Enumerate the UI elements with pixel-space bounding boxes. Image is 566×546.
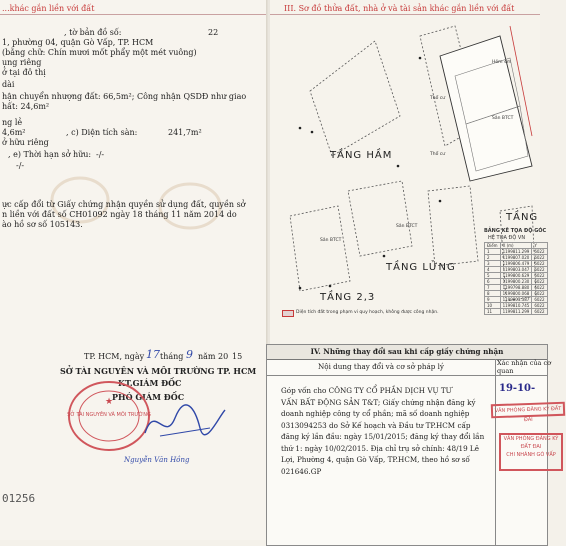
legend-text: Diện tích đất trong phạm vi quy hoạch, không được công nhận. bbox=[296, 310, 439, 315]
land-term-line: dài bbox=[2, 80, 15, 89]
coord-row bbox=[485, 309, 548, 315]
seal-text: SỞ TÀI NGUYÊN VÀ MÔI TRƯỜNG bbox=[67, 412, 151, 418]
coord-cell: 1199806.479 bbox=[500, 261, 532, 267]
coord-cell: 1199803.387 bbox=[500, 297, 532, 303]
coord-table-title: BẢNG KÊ TỌA ĐỘ GÓC bbox=[484, 228, 547, 234]
header-rule bbox=[0, 14, 266, 15]
use-form-line: ụng riêng bbox=[2, 58, 42, 67]
stamp-branch: CHI NHÁNH GÒ VẤP bbox=[506, 452, 556, 458]
certificate-right-page bbox=[270, 0, 562, 540]
date-year-label: năm 20 bbox=[198, 352, 229, 361]
room-label-6: Hẻm 4m bbox=[492, 60, 512, 65]
coord-table bbox=[484, 242, 548, 315]
coord-cell: 6022 bbox=[532, 255, 547, 261]
floor-label-mezzanine: TẦNG LỬNG bbox=[386, 262, 456, 273]
coord-cell: 1199798.880 bbox=[500, 285, 532, 291]
map-sheet-label: , tờ bản đồ số: bbox=[64, 28, 122, 37]
coord-cell: 6022 bbox=[532, 279, 547, 285]
change-line: VẤN BẤT ĐỘNG SẢN T&T; Giấy chứng nhận đăng ký bbox=[281, 397, 476, 407]
issuance-note-3: ào hồ sơ số 105143. bbox=[2, 220, 83, 229]
coord-cell: 6022 bbox=[532, 309, 547, 315]
serial-number: 01256 bbox=[2, 492, 36, 505]
stamp-office: VĂN PHÒNG ĐĂNG KÝ ĐẤT ĐAI bbox=[503, 436, 559, 450]
date-day: 17 bbox=[146, 348, 160, 361]
change-line: Góp vốn cho CÔNG TY CỔ PHẦN DỊCH VỤ TƯ bbox=[281, 386, 452, 395]
room-label-5: Thổ cư bbox=[430, 152, 446, 157]
room-label-3: Sân BTCT bbox=[396, 224, 418, 229]
address-line: 1, phường 04, quận Gò Vấp, TP. HCM bbox=[2, 38, 154, 47]
issuing-department: SỞ TÀI NGUYÊN VÀ MÔI TRƯỜNG TP. HCM bbox=[60, 366, 257, 376]
coord-cell: 1199803.047 bbox=[500, 267, 532, 273]
coord-cell: 1199811.299 bbox=[500, 249, 532, 255]
right-header: III. Sơ đồ thửa đất, nhà ở và tài sản khác gắn liền với đất bbox=[284, 4, 515, 13]
change-line: thứ 1: ngày 10/02/2015. Địa chỉ trụ sở chính: 48/19 Lê bbox=[281, 443, 479, 453]
construction-area: 4,6m² bbox=[2, 128, 26, 137]
coord-cell: 1 bbox=[485, 249, 501, 255]
change-line: 021646.GP bbox=[281, 466, 322, 476]
coord-cell: 6022 bbox=[532, 261, 547, 267]
coord-cell: 6022 bbox=[532, 291, 547, 297]
coord-col-header: X (m) bbox=[500, 243, 532, 249]
date-prefix: TP. HCM, ngày bbox=[84, 352, 145, 361]
coord-cell: 1199811.299 bbox=[500, 309, 532, 315]
coord-cell: 1199800.230 bbox=[500, 279, 532, 285]
signer-name: Nguyễn Văn Hồng bbox=[124, 456, 190, 464]
ownership-term-label: , e) Thời hạn sở hữu: bbox=[8, 150, 92, 159]
changes-table-title: IV. Những thay đổi sau khi cấp giấy chứng nhận bbox=[267, 345, 547, 360]
ownership-term-value: -/- bbox=[96, 150, 105, 159]
coord-cell: 6 bbox=[485, 279, 501, 285]
coord-col-header: Y bbox=[532, 243, 547, 249]
coord-cell: 4 bbox=[485, 267, 501, 273]
allocated-area-line: hất: 24,6m² bbox=[2, 102, 50, 111]
confirmation-date: 19-10- bbox=[499, 383, 536, 394]
coord-cell: 1199810.745 bbox=[500, 303, 532, 309]
certificate-left-page bbox=[0, 0, 268, 540]
floor-area-label: , c) Diện tích sàn: bbox=[66, 128, 138, 137]
changes-table bbox=[266, 344, 562, 546]
column-divider bbox=[495, 375, 496, 545]
signatory-title-2: PHÓ GIÁM ĐỐC bbox=[112, 392, 185, 402]
coord-cell: 6022 bbox=[532, 273, 547, 279]
land-purpose-line: ở tại đô thị bbox=[2, 68, 46, 77]
signatory-title-1: KT.GIÁM ĐỐC bbox=[118, 378, 182, 388]
issuance-note-2: n liền với đất số CH01092 ngày 18 tháng 11 năm 2014 do bbox=[2, 210, 237, 219]
coord-cell: 6022 bbox=[532, 303, 547, 309]
coord-cell: 6022 bbox=[532, 267, 547, 273]
coord-col-header: Điểm bbox=[485, 243, 501, 249]
coord-cell: 2 bbox=[485, 255, 501, 261]
room-label-1: Sân BTCT bbox=[492, 116, 514, 121]
left-header: ...khác gắn liền với đất bbox=[2, 4, 95, 13]
issuance-note-1: ực cấp đổi từ Giấy chứng nhận quyền sử dụng đất, quyền sở bbox=[2, 200, 246, 209]
room-label-2: Sân BTCT bbox=[320, 238, 342, 243]
change-line: Lợi, Phường 4, quận Gò Vấp, TP.HCM, theo hồ sơ số bbox=[281, 455, 470, 464]
change-line: doanh nghiệp công ty cổ phần; mã số doanh nghiệp bbox=[281, 409, 470, 418]
change-description bbox=[281, 385, 495, 477]
header-rule-right bbox=[270, 14, 540, 15]
coord-cell: 9 bbox=[485, 297, 501, 303]
coord-cell: 10 bbox=[485, 303, 501, 309]
date-month-label: tháng bbox=[160, 352, 184, 361]
coord-cell: 5 bbox=[485, 273, 501, 279]
coord-cell: 6022 bbox=[532, 249, 547, 255]
coord-cell: 7 bbox=[485, 285, 501, 291]
legend-swatch bbox=[282, 310, 294, 317]
signature bbox=[140, 398, 230, 448]
coord-cell: 8 bbox=[485, 291, 501, 297]
room-label-4: Thổ cư bbox=[430, 96, 446, 101]
floor-label-2-3: TẦNG 2,3 bbox=[320, 292, 376, 303]
house-type-line: ng lẻ bbox=[2, 118, 23, 127]
date-month: 9 bbox=[186, 348, 193, 361]
registration-stamp-1: VĂN PHÒNG ĐĂNG KÝ ĐẤT ĐAI bbox=[491, 402, 565, 419]
coord-cell: 1199807.020 bbox=[500, 255, 532, 261]
floor-label-basement: TẦNG HẦM bbox=[330, 150, 393, 161]
coord-cell: 11 bbox=[485, 309, 501, 315]
coord-cell: 1199800.068 bbox=[500, 291, 532, 297]
coord-cell: 6022 bbox=[532, 297, 547, 303]
change-line: đăng ký lần đầu: ngày 15/01/2015; đăng ký thay đổi lần bbox=[281, 432, 485, 441]
date-year: 15 bbox=[232, 352, 243, 361]
svg-text:★: ★ bbox=[104, 397, 114, 407]
transfer-line: hận chuyển nhượng đất: 66,5m²; Công nhận QSDĐ như giao bbox=[2, 92, 247, 101]
changes-table-header bbox=[267, 359, 552, 376]
col-confirmation: Xác nhận của cơ quan bbox=[497, 359, 552, 375]
ownership-form-line: ở hữu riêng bbox=[2, 138, 49, 147]
coord-cell: 3 bbox=[485, 261, 501, 267]
coord-table-subtitle: HỆ TỌA ĐỘ VN bbox=[488, 235, 526, 241]
change-line: 0313094253 do Sở Kế hoạch và Đầu tư TP.HCM cấp bbox=[281, 420, 471, 430]
floor-label-right: TẦNG bbox=[506, 212, 539, 223]
registration-stamp-2 bbox=[499, 433, 563, 471]
coord-cell: 1199800.629 bbox=[500, 273, 532, 279]
map-sheet-number: 22 bbox=[208, 28, 219, 37]
col-change-content: Nội dung thay đổi và cơ sở pháp lý bbox=[267, 359, 496, 375]
floor-area-value: 241,7m² bbox=[168, 128, 202, 137]
coord-cell: 6022 bbox=[532, 285, 547, 291]
area-in-words: (bằng chữ: Chín mươi mốt phẩy một mét vuông) bbox=[2, 48, 197, 57]
other-assets-value: -/- bbox=[16, 161, 25, 170]
